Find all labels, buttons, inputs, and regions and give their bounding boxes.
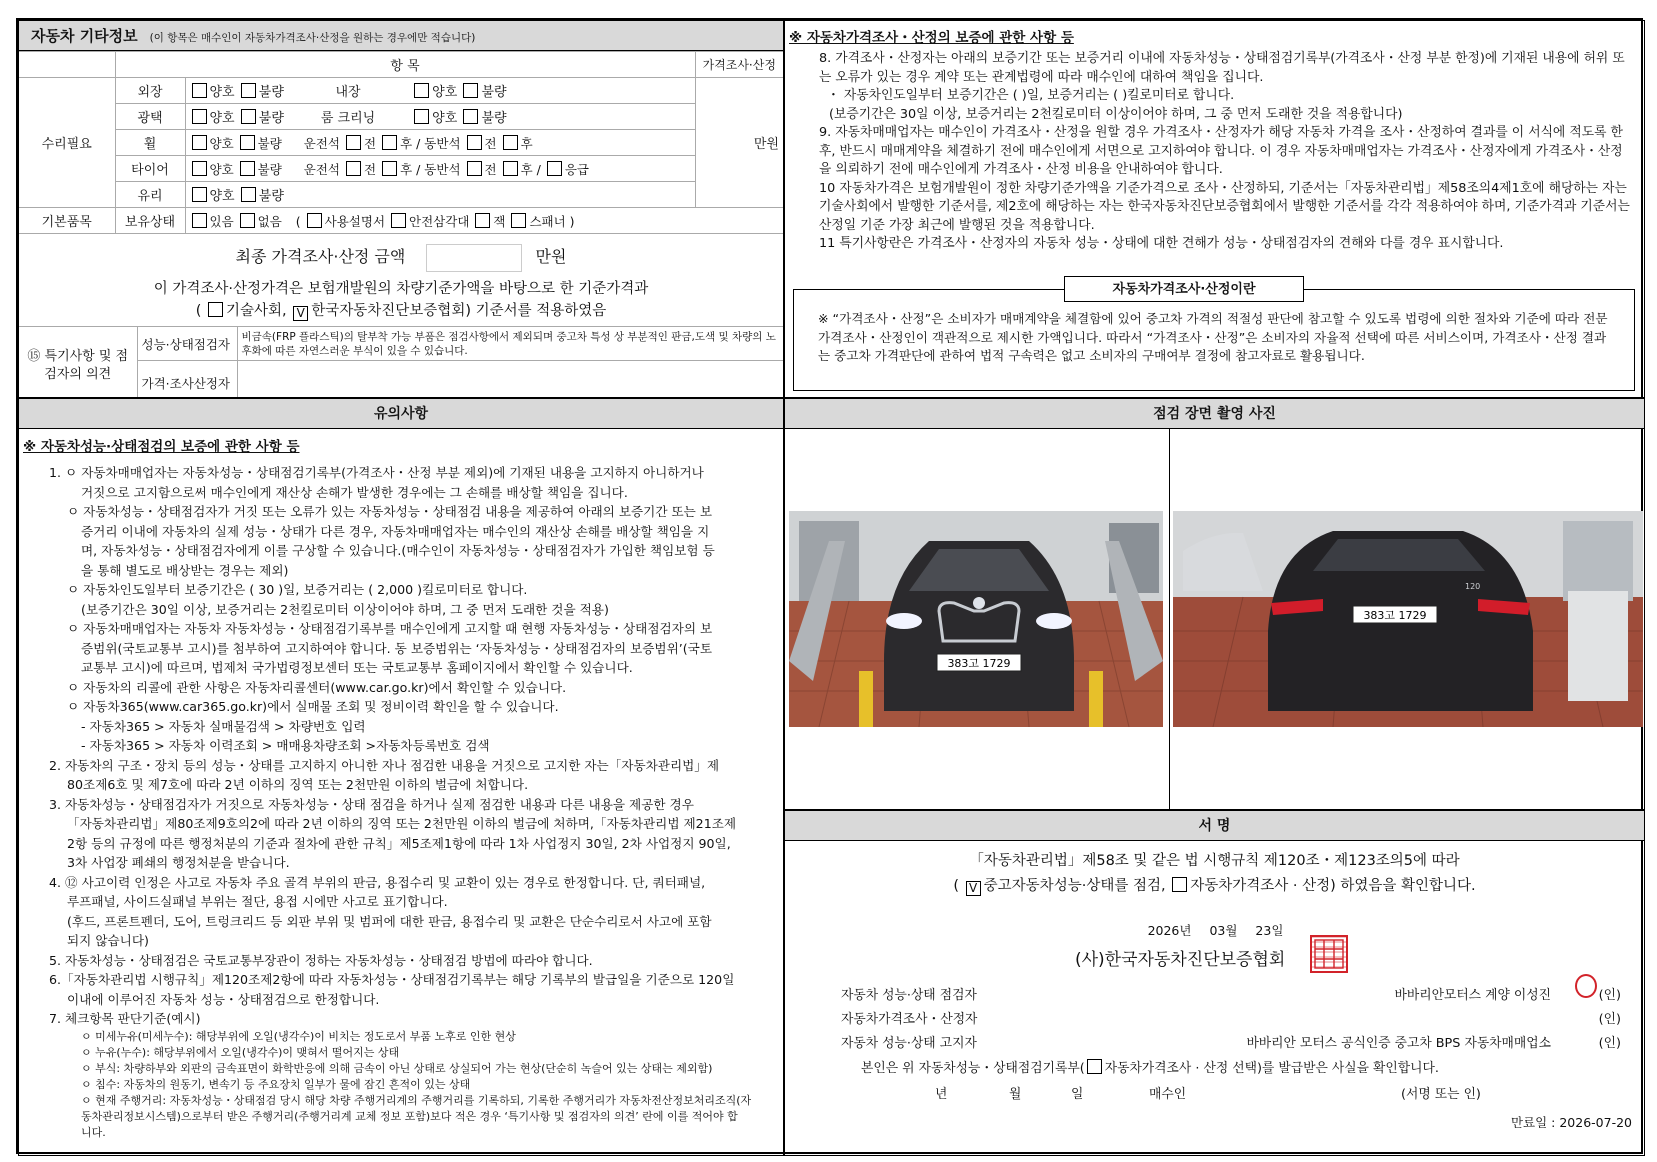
notice-line: - 자동차365 > 자동차 이력조회 > 매매용차량조회 >자동차등록번호 검색: [81, 738, 490, 753]
etc-info-subtitle: (이 항목은 매수인이 자동차가격조사·산정을 원하는 경우에만 적습니다): [149, 32, 476, 44]
label: 자동차가격조사 · 산정) 하였음을 확인합니다.: [1190, 878, 1476, 894]
checkbox[interactable]: [414, 83, 429, 98]
label: 있음: [209, 213, 234, 229]
notice-line: - 자동차365 > 자동차 실매물검색 > 차량번호 입력: [81, 718, 366, 734]
label: 불량: [481, 111, 507, 126]
label: 후: [520, 135, 533, 151]
signature-confirm-line: [785, 874, 1644, 896]
signer-value: 바바리안 모터스 공식인증 중고차 BPS 자동차매매업소: [1246, 1036, 1551, 1051]
repair-label: 수리필요: [19, 78, 115, 208]
checkbox-performance-check[interactable]: V: [966, 881, 981, 896]
label: 불량: [481, 85, 507, 100]
label: 일: [1071, 1087, 1084, 1102]
signer-seal-mark: (인): [1598, 1036, 1621, 1051]
label: (: [295, 213, 301, 229]
final-price-unit: 만원: [535, 247, 567, 266]
checkbox[interactable]: [192, 213, 207, 228]
notice-header: 유의사항: [19, 399, 783, 429]
notice-line: (보증기간은 30일 이상, 보증거리는 2천킬로미터 이상이어야 하며, 그 중 먼저 도래한 것을 적용): [81, 601, 609, 617]
notice-line: 증범위(국토교통부 고시)를 첨부하여 고지하여야 합니다. 동 보증범위는 ‘자동차성능・상태점검자의 보증범위’(국토: [81, 640, 712, 656]
row-glass: 유리: [115, 182, 185, 208]
signer-row: [841, 984, 1631, 1008]
date-month: 03: [1209, 923, 1226, 938]
label: 불량: [257, 161, 282, 177]
inspector-note: 비금속(FRP 플라스틱)의 탈부착 가능 부품은 점검사항에서 제외되며 중고차 특성 상 부분적인 판금,도색 및 차량의 노후화에 따른 자연스러운 부식이 있을 수 있습니다.: [237, 327, 783, 361]
notice-section: [18, 398, 784, 1156]
checkbox[interactable]: [307, 213, 322, 228]
signature-date: [785, 921, 1645, 939]
checkbox[interactable]: [503, 135, 518, 150]
row-room-cleaning: 룸 크리닝: [320, 111, 376, 126]
label: 후 / 동반석: [400, 161, 461, 177]
label: (: [195, 303, 202, 319]
label: 월: [1225, 923, 1238, 938]
label: 불량: [258, 85, 284, 100]
notice-line: 루프패널, 사이드실패널 부위는 절단, 용접 시에만 사고로 표기합니다.: [67, 894, 448, 909]
checkbox[interactable]: [511, 213, 526, 228]
seal-icon: [1312, 937, 1346, 971]
label: (: [953, 878, 960, 894]
checkbox[interactable]: [241, 187, 256, 202]
notice-line: ㅇ 자동차인도일부터 보증기간은 ( 30 )일, 보증거리는 ( 2,000 )킬로미터로 합니다.: [67, 582, 528, 597]
label: 후 /: [520, 161, 541, 177]
signer-seal-mark: (인): [1598, 988, 1621, 1003]
checkbox[interactable]: [241, 109, 256, 124]
date-year: 2026: [1147, 923, 1180, 938]
inspection-record-page: [16, 18, 1643, 1154]
checkbox[interactable]: [391, 213, 406, 228]
notice-heading: ※ 자동차성능·상태점검의 보증에 관한 사항 등: [23, 439, 300, 455]
checkbox[interactable]: [192, 187, 207, 202]
inspector-label: 성능·상태점검자: [137, 327, 237, 361]
notice-line: 며, 자동차성능・상태점검자에게 이를 구상할 수 있습니다.(매수인이 자동차성능・상태점검자가 가입한 책임보험 등: [81, 543, 715, 558]
row-glass-options: [185, 182, 695, 208]
label: 본인은 위 자동차성능・상태점검기록부(: [861, 1061, 1085, 1076]
appraiser-label: 가격·조사산정자: [137, 361, 237, 399]
signer-rows: [841, 984, 1631, 1056]
label: 한국자동차진단보증협회) 기준서를 적용하였음: [311, 303, 607, 319]
label: 중고자동차성능·상태를 점검,: [983, 878, 1166, 894]
final-price-label: 최종 가격조사·산정 금액: [235, 247, 406, 266]
checkbox[interactable]: [467, 161, 482, 176]
price-warranty-list: [785, 46, 1644, 254]
label: 양호: [209, 135, 234, 151]
label: 양호: [432, 111, 458, 126]
checkbox-buyer-price[interactable]: [1087, 1059, 1102, 1074]
etc-info-table: [19, 51, 783, 234]
row-interior: 내장: [335, 85, 361, 100]
sign-or-seal-label: (서명 또는 인): [1401, 1087, 1481, 1102]
checkbox-price-appraisal[interactable]: [1172, 877, 1187, 892]
criteria-line: ㅇ 침수: 자동차의 원동기, 변속기 등 주요장치 일부가 물에 잠긴 흔적이 있는 상태: [81, 1077, 471, 1091]
photo-divider: [1169, 429, 1170, 810]
signer-label: 자동차 성능·상태 고지자: [841, 1036, 977, 1051]
notice-line: (후드, 프론트펜더, 도어, 트렁크리드 등 외판 부위 및 범퍼에 대한 판금, 용접수리 및 교환은 단순수리로서 사고에 포함: [67, 913, 712, 929]
notice-line: 5. 자동차성능・상태점검은 국토교통부장관이 정하는 자동차성능・상태점검 방법에 따라야 합니다.: [49, 952, 593, 968]
notice-line: 되지 않습니다): [67, 933, 149, 948]
rear-car-photo: [1173, 511, 1643, 727]
notice-line: 2. 자동차의 구조・장치 등의 성능・상태를 고지하지 아니한 자나 점검한 내용을 거짓으로 고지한 자는「자동차관리법」제: [49, 757, 720, 773]
buyer-label: 매수인: [1149, 1087, 1187, 1102]
notice-line: 증거리 이내에 자동차의 실제 성능・상태가 다른 경우, 자동차매매업자는 매수인의 재산상 손해를 배상할 책임을 지: [81, 523, 710, 539]
front-car-photo: [789, 511, 1163, 727]
signer-row: [841, 1008, 1631, 1032]
front-plate-text: 383고 1729: [947, 657, 1011, 670]
row-holding: 보유상태: [115, 208, 185, 234]
price-item-10: 10 자동차가격은 보험개발원이 정한 차량기준가액을 기준가격으로 조사・산정하되, 기준서는「자동차관리법」제58조의4제1호에 해당하는 자는 기술사회에서 발행한 기준서를, 제2호에 해당하는 자는 한국자동차진단보증협회에서 발행한 기준서를 각각 적용하여야 하며, 기준가격과 기준서는 산정일 기준 가장 최근에 발행된 것을 적용합니다.: [819, 180, 1630, 233]
price-definition-box: [793, 282, 1635, 391]
photo-header: 점검 장면 촬영 사진: [785, 399, 1644, 429]
price-unit: 만원: [695, 78, 783, 208]
criteria-line: 동차관리정보시스템)으로부터 받은 주행거리(주행거리계 교체 정보 포함)보다 적은 경우 ‘특기사항 및 점검자의 의견’ 란에 이를 적어야 합: [81, 1109, 738, 1123]
personal-seal-stamp: [1575, 974, 1597, 998]
checkbox[interactable]: [503, 161, 518, 176]
label: 년: [935, 1087, 948, 1102]
label: 양호: [209, 189, 235, 204]
label: 전: [484, 135, 497, 151]
row-tire-options: [185, 156, 695, 182]
criteria-line: ㅇ 현재 주행거리: 자동차성능・상태점검 당시 해당 차량 주행거리계의 주행거리를 기록하되, 기록한 주행거리가 자동차전산정보처리조직(자: [81, 1093, 752, 1107]
checkbox[interactable]: [346, 161, 361, 176]
checkbox[interactable]: [192, 83, 207, 98]
notice-line: ㅇ 자동차의 리콜에 관한 사항은 자동차리콜센터(www.car.go.kr)에서 확인할 수 있습니다.: [67, 679, 567, 695]
label: 불량: [257, 135, 282, 151]
criteria-line: 니다.: [81, 1125, 106, 1139]
rear-plate-text: 383고 1729: [1363, 609, 1427, 622]
checkbox[interactable]: [346, 135, 361, 150]
notice-line: 7. 체크항목 판단기준(예시): [49, 1011, 201, 1026]
checkbox[interactable]: [240, 135, 255, 150]
checkbox[interactable]: [547, 161, 562, 176]
criteria-line: ㅇ 누유(누수): 해당부위에서 오일(냉각수)이 맺혀서 떨어지는 상태: [81, 1045, 400, 1059]
row-wheel: 휠: [115, 130, 185, 156]
label: 전: [364, 161, 377, 177]
signer-row: [841, 1032, 1631, 1056]
etc-info-section: [18, 20, 784, 398]
photo-section: [784, 398, 1645, 810]
row-exterior: 외장: [115, 78, 185, 104]
front-car-image: [789, 511, 1163, 727]
label: 불량: [258, 111, 284, 126]
final-price-input[interactable]: [426, 244, 522, 272]
standard-line-2: [19, 300, 783, 322]
label: 양호: [432, 85, 458, 100]
notice-line: 이내에 이루어진 자동차 성능・상태점검으로 한정합니다.: [67, 991, 380, 1007]
signature-section: [784, 810, 1645, 1156]
price-item-8-note: (보증기간은 30일 이상, 보증거리는 2천킬로미터 이상이어야 하며, 그 중 먼저 도래한 것을 적용합니다): [829, 106, 1403, 122]
label: 자동차가격조사 · 산정 선택)를 발급받은 사실을 확인합니다.: [1104, 1061, 1439, 1076]
notice-line: 80조제6호 및 제7호에 따라 2년 이하의 징역 또는 2천만원 이하의 벌금에 처합니다.: [67, 777, 529, 792]
label: 안전삼각대: [409, 213, 470, 229]
signature-law-line: 「자동차관리법」제58조 및 같은 법 시행규칙 제120조・제123조의5에 따라: [969, 853, 1460, 869]
date-day: 23: [1255, 923, 1272, 938]
checkbox[interactable]: [463, 109, 478, 124]
checkbox[interactable]: [240, 213, 255, 228]
checkbox-kadia[interactable]: V: [293, 306, 308, 321]
appraiser-note: [237, 361, 783, 399]
buyer-confirm-line: [861, 1057, 1439, 1076]
notice-line: 3. 자동차성능・상태점검자가 거짓으로 자동차성능・상태 점검을 하거나 실제 점검한 내용과 다른 내용을 제공한 경우: [49, 796, 694, 812]
org-seal-stamp: [1310, 935, 1348, 973]
price-item-11: 11 특기사항란은 가격조사・산정자의 자동차 성능・상태에 대한 견해가 성능・상태점검자의 견해와 다를 경우 표시합니다.: [819, 236, 1504, 251]
signer-label: 자동차 성능·상태 점검자: [841, 988, 977, 1003]
col-price: 가격조사·산정: [695, 52, 783, 78]
label: 년: [1179, 923, 1192, 938]
checkbox[interactable]: [414, 109, 429, 124]
col-item: 항 목: [115, 52, 695, 78]
label: 양호: [209, 111, 235, 126]
price-item-8-period: ・ 자동차인도일부터 보증기간은 ( )일, 보증거리는 ( )킬로미터로 합니다.: [827, 88, 1235, 103]
checkbox[interactable]: [382, 161, 397, 176]
notice-line: 1. ㅇ 자동차매매업자는 자동차성능・상태점검기록부(가격조사・산정 부분 제외)에 기재된 내용을 고지하지 아니하거나: [49, 465, 704, 480]
notice-line: ㅇ 자동차365(www.car365.go.kr)에서 실매물 조회 및 정비이력 확인을 할 수 있습니다.: [67, 699, 559, 714]
etc-info-header: [19, 21, 783, 51]
label: 기술사회,: [226, 303, 287, 319]
checkbox[interactable]: [463, 83, 478, 98]
standard-statement: [19, 278, 783, 322]
checkbox[interactable]: [192, 109, 207, 124]
label: 운전석: [303, 135, 341, 151]
criteria-line: ㅇ 부식: 차량하부와 외판의 금속표면이 화학반응에 의해 금속이 아닌 상태로 상실되어 가는 현상(단순히 녹슬어 있는 상태는 제외함): [81, 1061, 713, 1075]
label: 없음: [257, 213, 282, 229]
label: 응급: [564, 161, 589, 177]
price-warranty-section: [784, 20, 1645, 398]
notice-line: 4. ⑫ 사고이력 인정은 사고로 자동차 주요 골격 부위의 판금, 용접수리 및 교환이 있는 경우로 한정합니다. 단, 쿼터패널,: [49, 874, 706, 890]
label: 스패너 ): [529, 213, 575, 229]
expiry-date: 만료일 : 2026-07-20: [1510, 1115, 1632, 1130]
row-gloss: 광택: [115, 104, 185, 130]
price-warranty-heading: ※ 자동차가격조사・산정의 보증에 관한 사항 등: [789, 30, 1074, 46]
label: 전: [364, 135, 377, 151]
checkbox[interactable]: [241, 83, 256, 98]
notice-line: 3차 사업장 폐쇄의 행정처분을 받습니다.: [67, 855, 290, 870]
label: 불량: [258, 189, 284, 204]
special-notes-label: ⑮ 특기사항 및 점검자의 의견: [19, 327, 137, 399]
label: 일: [1271, 923, 1284, 938]
row-gloss-options: [185, 104, 695, 130]
checkbox[interactable]: [240, 161, 255, 176]
notice-line: 2항 등의 규정에 따른 행정처분의 기준과 절차에 관한 규칙」제5조제1항에 따라 1차 사업정지 30일, 2차 사업정지 90일,: [67, 835, 731, 851]
criteria-line: ㅇ 미세누유(미세누수): 해당부위에 오일(냉각수)이 비치는 정도로서 부품 노후로 인한 현상: [81, 1029, 516, 1043]
row-exterior-options: [185, 78, 695, 104]
price-item-8: 8. 가격조사・산정자는 아래의 보증기간 또는 보증거리 이내에 자동차성능・상태점검기록부(가격조사・산정 부분 한정)에 기재된 내용에 허위 또는 오류가 있는 경우 계약 또는 관계법령에 따라 매수인에 대하여 책임을 집니다.: [819, 51, 1625, 85]
notice-list: [19, 455, 783, 1029]
label: 월: [1009, 1087, 1022, 1102]
row-wheel-options: [185, 130, 695, 156]
notice-criteria-list: [19, 1029, 783, 1141]
checkbox[interactable]: [192, 161, 207, 176]
basic-label: 기본품목: [19, 208, 115, 234]
row-tire: 타이어: [115, 156, 185, 182]
label: 양호: [209, 85, 235, 100]
notice-line: 「자동차관리법」제80조제9호의2에 따라 2년 이하의 징역 또는 2천만원 이하의 벌금에 처하며,「자동차관리법 제21조제: [67, 816, 737, 831]
label: 사용설명서: [324, 213, 386, 229]
signer-label: 자동차가격조사・산정자: [841, 1012, 978, 1027]
notice-line: 을 통해 별도로 배상받는 경우는 제외): [81, 562, 289, 578]
standard-line-1: 이 가격조사·산정가격은 보험개발원의 차량기준가액을 바탕으로 한 기준가격과: [153, 281, 649, 297]
special-notes-table: [19, 326, 783, 398]
rear-badge-text: 120: [1465, 582, 1481, 591]
etc-info-title: 자동차 기타정보: [31, 27, 138, 45]
label: 운전석: [303, 161, 341, 177]
label: 후 / 동반석: [400, 135, 461, 151]
checkbox[interactable]: [382, 135, 397, 150]
row-holding-options: [185, 208, 783, 234]
checkbox[interactable]: [475, 213, 490, 228]
final-price-row: [19, 242, 783, 272]
price-definition-text: ※ “가격조사・산정”은 소비자가 매매계약을 체결함에 있어 중고차 가격의 적절성 판단에 참고할 수 있도록 법령에 의한 절차와 기준에 따라 전문 가격조사・산정인이 객관적으로 제시한 가액입니다. 따라서 “가격조사・산정”은 소비자의 자율적 선택에 따른 서비스이며, 가격조사・산정 결과는 중고차 가격판단에 관하여 법적 구속력은 없고 소비자의 구매여부 결정에 참고자료로 활용됩니다.: [818, 311, 1608, 363]
notice-line: 교통부 고시)에 따르며, 법제처 국가법령정보센터 또는 국토교통부 홈페이지에서 확인할 수 있습니다.: [81, 660, 633, 675]
rear-car-image: [1173, 511, 1643, 727]
notice-line: ㅇ 자동차매매업자는 자동차 자동차성능・상태점검기록부를 매수인에게 고지할 때 현행 자동차성능・상태점검자의 보: [67, 621, 713, 636]
label: 전: [484, 161, 497, 177]
signature-header: 서 명: [785, 811, 1644, 841]
checkbox[interactable]: [467, 135, 482, 150]
checkbox-tech-society[interactable]: [208, 302, 223, 317]
price-definition-title: 자동차가격조사·산정이란: [1064, 276, 1304, 302]
label: 양호: [209, 161, 234, 177]
notice-line: 거짓으로 고지함으로써 매수인에게 재산상 손해가 발생한 경우에는 그 손해를 배상할 책임을 집니다.: [81, 484, 628, 500]
signer-seal-mark: (인): [1598, 1012, 1621, 1027]
signer-value: 바바리안모터스 계양 이성진: [1394, 988, 1551, 1003]
price-item-9: 9. 자동차매매업자는 매수인이 가격조사・산정을 원할 경우 가격조사・산정자가 해당 자동차 가격을 조사・산정하여 결과를 이 서식에 적도록 한 후, 반드시 매매계약을 체결하기 전에 매수인에게 서면으로 고지하여야 합니다. 이 경우 자동차매매업자는 가격조사・산정자에게 가격조사・산정을 의뢰하기 전에 매수인에게 가격조사・산정 비용을 안내하여야 합니다.: [819, 125, 1623, 177]
notice-line: ㅇ 자동차성능・상태점검자가 거짓 또는 오류가 있는 자동차성능・상태점검 내용을 제공하여 아래의 보증기간 또는 보: [67, 504, 713, 519]
label: 잭: [493, 213, 506, 229]
notice-line: 6.「자동차관리법 시행규칙」제120조제2항에 따라 자동차성능・상태점검기록부는 해당 기록부의 발급일을 기준으로 120일: [49, 972, 735, 987]
signature-org: (사)한국자동차진단보증협회: [1075, 950, 1286, 970]
checkbox[interactable]: [192, 135, 207, 150]
